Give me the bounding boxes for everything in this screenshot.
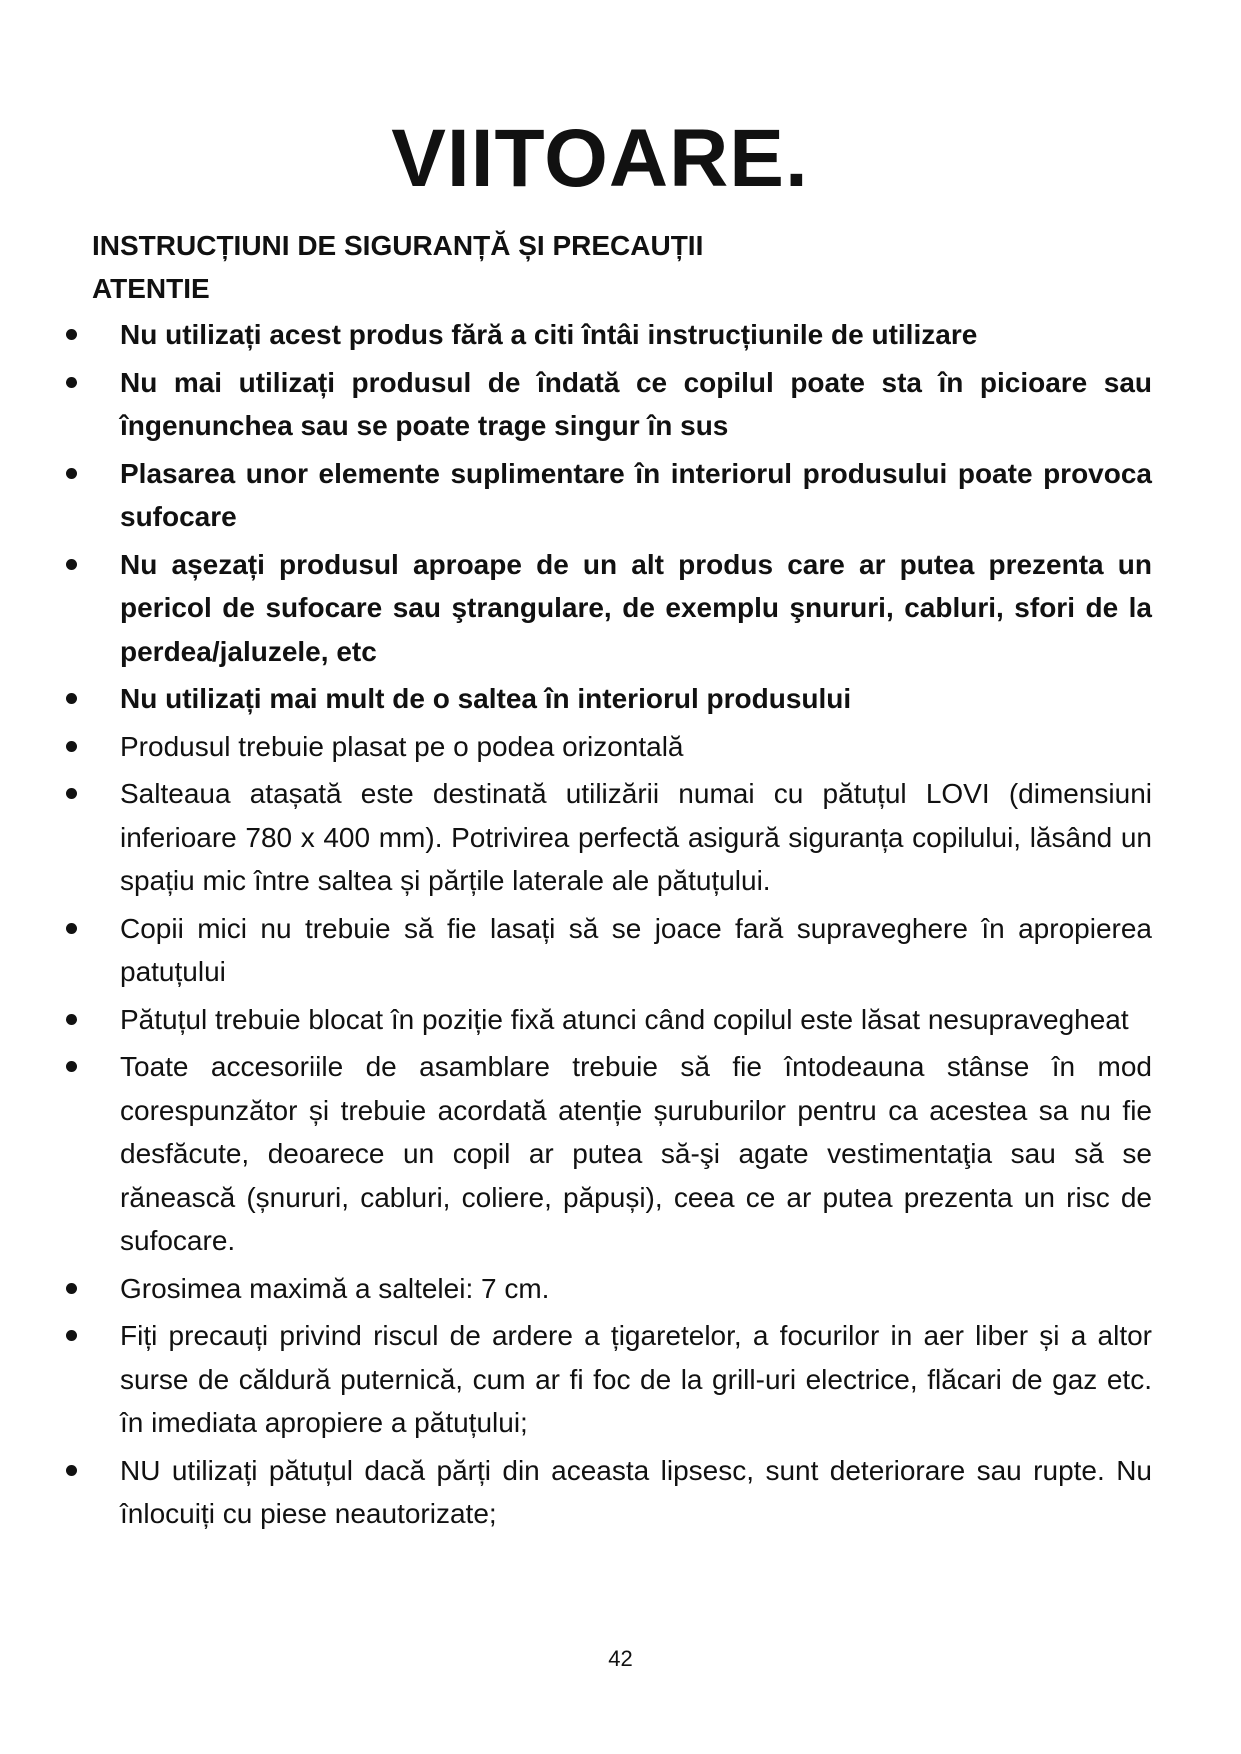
list-item	[62, 361, 1152, 448]
list-item	[62, 543, 1152, 674]
page-title: VIITOARE.	[391, 113, 809, 204]
list-item	[62, 677, 1152, 721]
list-item-text: Salteaua atașată este destinată utilizării numai cu pătuțul LOVI (dimensiuni inferioare 780 x 400 mm). Potrivirea perfectă asigură siguranța copilului, lăsând un spațiu mic între saltea și părțile laterale ale pătuțului.	[120, 778, 1152, 896]
page-number: 42	[608, 1646, 633, 1671]
list-item-text: Copii mici nu trebuie să fie lasați să se joace fară supraveghere în apropierea patuțului	[120, 912, 1152, 987]
list-item-text: Nu așezați produsul aproape de un alt produs care ar putea prezenta un pericol de sufocare sau ştrangulare, de exemplu şnururi, cabluri, sfori de la perdea/jaluzele, etc	[120, 548, 1152, 667]
list-item-text: Nu utilizați acest produs fără a citi întâi instrucțiunile de utilizare	[120, 319, 978, 350]
bullet-icon	[66, 1465, 77, 1476]
list-item	[62, 1314, 1152, 1445]
list-item-text: Pătuțul trebuie blocat în poziție fixă atunci când copilul este lăsat nesupravegheat	[120, 1003, 1129, 1035]
list-item-text: Nu mai utilizați produsul de îndată ce copilul poate sta în picioare sau îngenunchea sau se poate trage singur în sus	[120, 366, 1152, 441]
list-item	[62, 907, 1152, 994]
list-item-text: Grosimea maximă a saltelei: 7 cm.	[120, 1272, 550, 1304]
list-item	[62, 772, 1152, 903]
bullet-icon	[66, 1014, 77, 1025]
list-item	[62, 725, 1152, 769]
bullet-icon	[66, 741, 77, 752]
list-item	[62, 1449, 1152, 1536]
bullet-icon	[66, 1330, 77, 1341]
list-item-text: Toate accesoriile de asamblare trebuie să fie întodeauna stânse în mod corespunzător și trebuie acordată atenție șuruburilor pentru ca acestea sa nu fie desfăcute, deoarece un copil ar putea să-şi agate vestimentaţia sau să se rănească (șnururi, cabluri, coliere, păpuși), ceea ce ar putea prezenta un risc de sufocare.	[120, 1051, 1152, 1256]
list-item-text: Plasarea unor elemente suplimentare în interiorul produsului poate provoca sufocare	[120, 457, 1152, 532]
bullet-icon	[66, 329, 77, 340]
list-item-text: Produsul trebuie plasat pe o podea orizontală	[120, 730, 684, 762]
warning-subheading: ATENTIE	[92, 273, 210, 304]
bullet-icon	[66, 468, 77, 479]
list-item	[62, 313, 1152, 357]
bullet-icon	[66, 923, 77, 934]
list-item-text: Fiți precauți privind riscul de ardere a țigaretelor, a focurilor in aer liber și a altor surse de căldură puternică, cum ar fi foc de la grill-uri electrice, flăcari de gaz etc. în imediata apropiere a pătuțului;	[120, 1320, 1152, 1438]
list-item	[62, 998, 1152, 1042]
safety-instructions-list	[62, 313, 1152, 1540]
bullet-icon	[66, 788, 77, 799]
bullet-icon	[66, 377, 77, 388]
bullet-icon	[66, 559, 77, 570]
list-item	[62, 452, 1152, 539]
list-item	[62, 1045, 1152, 1263]
list-item-text: Nu utilizați mai mult de o saltea în interiorul produsului	[120, 683, 852, 714]
list-item-text: NU utilizați pătuțul dacă părți din aceasta lipsesc, sunt deteriorare sau rupte. Nu înlocuiți cu piese neautorizate;	[120, 1454, 1152, 1529]
section-heading: INSTRUCȚIUNI DE SIGURANȚĂ ȘI PRECAUȚII	[92, 230, 704, 261]
bullet-icon	[66, 1061, 77, 1072]
bullet-icon	[66, 693, 77, 704]
list-item	[62, 1267, 1152, 1311]
bullet-icon	[66, 1283, 77, 1294]
